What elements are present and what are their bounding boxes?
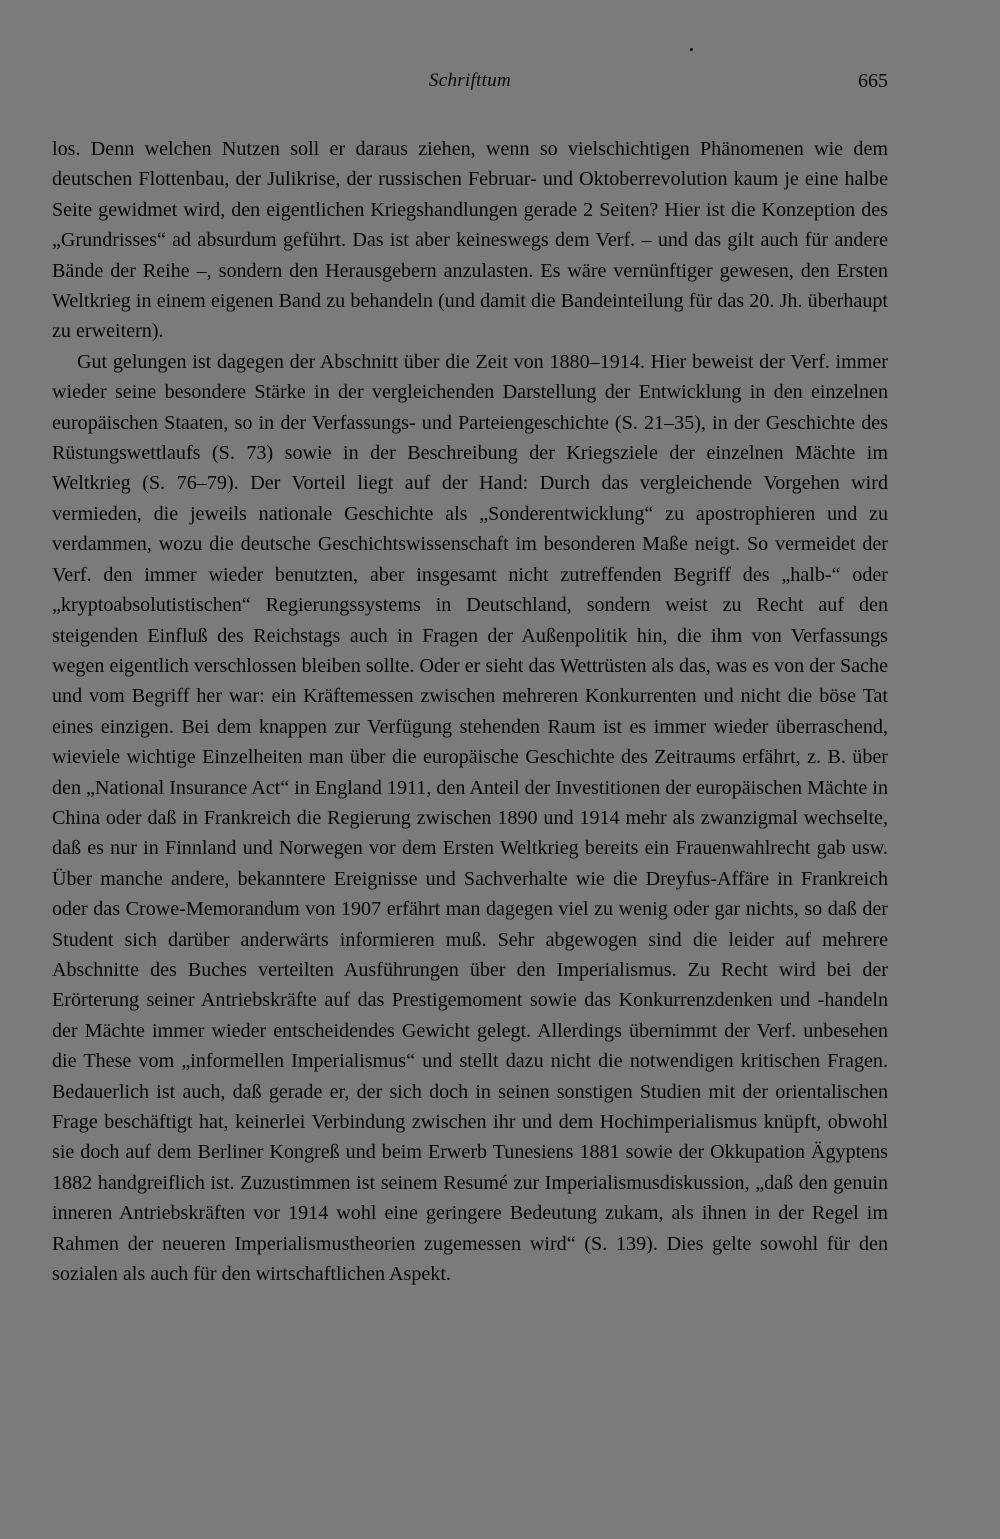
paragraph-continuation: los. Denn welchen Nutzen soll er daraus ziehen, wenn so vielschichtigen Phänomenen wie dem deutschen Flottenbau, der Julikrise, der russischen Februar- und Oktoberrevolution kaum je eine halbe Seite gewidmet wird, den eigentlichen Kriegshandlungen gerade 2 Seiten? Hier ist die Konzeption des „Grundrisses“ ad absurdum geführt. Das ist aber keineswegs dem Verf. – und das gilt auch für andere Bände der Reihe –, sondern den Herausgebern anzulasten. Es wäre vernünftiger gewesen, den Ersten Weltkrieg in einem eigenen Band zu behandeln (und damit die Bandeinteilung für das 20. Jh. überhaupt zu erweitern).: [52, 138, 888, 343]
running-head: [52, 70, 888, 100]
body-text: [52, 134, 888, 1289]
scan-speck: [690, 48, 693, 51]
running-title: Schrifttum: [428, 70, 512, 91]
paragraph-review: Gut gelungen ist dagegen der Abschnitt über die Zeit von 1880–1914. Hier beweist der Verf. immer wieder seine besondere Stärke in der vergleichenden Darstellung der Entwicklung in den einzelnen europäischen Staaten, so in der Verfassungs- und Parteiengeschichte (S. 21–35), in der Geschichte des Rüstungswettlaufs (S. 73) sowie in der Beschreibung der Kriegsziele der einzelnen Mächte im Weltkrieg (S. 76–79). Der Vorteil liegt auf der Hand: Durch das vergleichende Vorgehen wird vermieden, die jeweils nationale Geschichte als „Sonderentwicklung“ zu apostrophieren und zu verdammen, wozu die deutsche Geschichtswissenschaft im besonderen Maße neigt. So vermeidet der Verf. den immer wieder benutzten, aber insgesamt nicht zutreffenden Begriff des „halb-“ oder „kryptoabsolutistischen“ Regierungssystems in Deutschland, sondern weist zu Recht auf den steigenden Einfluß des Reichstags auch in Fragen der Außenpolitik hin, die ihm von Verfassungs wegen eigentlich verschlossen bleiben sollte. Oder er sieht das Wettrüsten als das, was es von der Sache und vom Begriff her war: ein Kräftemessen zwischen mehreren Konkurrenten und nicht die böse Tat eines einzigen. Bei dem knappen zur Verfügung stehenden Raum ist es immer wieder überraschend, wieviele wichtige Einzelheiten man über die europäische Geschichte des Zeitraums erfährt, z. B. über den „National Insurance Act“ in England 1911, den Anteil der Investitionen der europäischen Mächte in China oder daß in Frankreich die Regierung zwischen 1890 und 1914 mehr als zwanzigmal wechselte, daß es nur in Finnland und Norwegen vor dem Ersten Weltkrieg bereits ein Frauenwahlrecht gab usw. Über manche andere, bekanntere Ereignisse und Sachverhalte wie die Dreyfus-Affäre in Frankreich oder das Crowe-Memorandum von 1907 erfährt man dagegen viel zu wenig oder gar nichts, so daß der Student sich darüber anderwärts informieren muß. Sehr abgewogen sind die leider auf mehrere Abschnitte des Buches verteilten Ausführungen über den Imperialismus. Zu Recht wird bei der Erörterung seiner Antriebskräfte auf das Prestigemoment sowie das Konkurrenzdenken und -handeln der Mächte immer wieder entscheidendes Gewicht gelegt. Allerdings übernimmt der Verf. unbesehen die These vom „informellen Imperialismus“ und stellt dazu nicht die notwendigen kritischen Fragen. Bedauerlich ist auch, daß gerade er, der sich doch in seinen sonstigen Studien mit der orientalischen Frage beschäftigt hat, keinerlei Verbindung zwischen ihr und dem Hochimperialismus knüpft, obwohl sie doch auf dem Berliner Kongreß und beim Erwerb Tunesiens 1881 sowie der Okkupation Ägyptens 1882 handgreiflich ist. Zuzustimmen ist seinem Resumé zur Imperialismusdiskussion, „daß den genuin inneren Antriebskräften vor 1914 wohl eine geringere Bedeutung zukam, als ihnen in der Regel im Rahmen der neueren Imperialismustheorien zugemessen wird“ (S. 139). Dies gelte sowohl für den sozialen als auch für den wirtschaftlichen Aspekt.: [52, 350, 888, 1286]
page-number: 665: [858, 70, 888, 92]
